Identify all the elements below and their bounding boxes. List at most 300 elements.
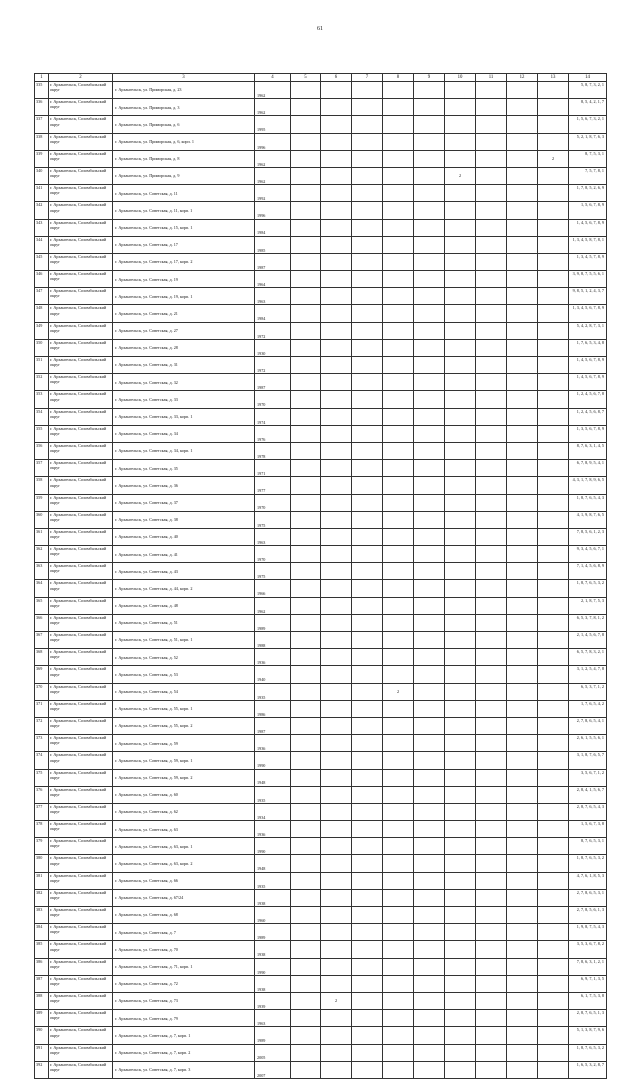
address-cell: г. Архангельск, ул. Приморская, д. 8 bbox=[113, 150, 255, 167]
value-cell bbox=[538, 1027, 569, 1044]
row-number: 387 bbox=[35, 975, 49, 992]
year-cell: 1938 bbox=[255, 941, 291, 958]
year-cell: 1989 bbox=[255, 614, 291, 631]
priority-cell: 1, 8, 7, 6, 5, 3, 2 bbox=[569, 580, 607, 597]
value-cell bbox=[414, 666, 445, 683]
value-cell bbox=[414, 202, 445, 219]
year-cell: 1984 bbox=[255, 219, 291, 236]
address-cell: г. Архангельск, ул. Советская, д. 7, корп. 3 bbox=[113, 1061, 255, 1078]
value-cell bbox=[291, 528, 321, 545]
value-cell: 2 bbox=[321, 992, 352, 1009]
municipality-cell: г. Архангельск, Соломбальский округ bbox=[49, 769, 113, 786]
value-cell bbox=[321, 116, 352, 133]
value-cell bbox=[291, 1010, 321, 1027]
value-cell bbox=[352, 821, 383, 838]
year-cell: 1934 bbox=[255, 803, 291, 820]
value-cell bbox=[476, 546, 507, 563]
value-cell bbox=[445, 425, 476, 442]
value-cell bbox=[321, 563, 352, 580]
value-cell bbox=[291, 632, 321, 649]
address-cell: г. Архангельск, ул. Советская, д. 21 bbox=[113, 305, 255, 322]
table-row bbox=[35, 958, 607, 975]
value-cell bbox=[383, 133, 414, 150]
value-cell bbox=[414, 632, 445, 649]
value-cell bbox=[476, 855, 507, 872]
value-cell bbox=[414, 752, 445, 769]
municipality-cell: г. Архангельск, Соломбальский округ bbox=[49, 442, 113, 459]
value-cell bbox=[291, 975, 321, 992]
value-cell bbox=[507, 803, 538, 820]
year-cell: 1990 bbox=[255, 958, 291, 975]
value-cell bbox=[507, 992, 538, 1009]
value-cell bbox=[321, 1010, 352, 1027]
value-cell bbox=[383, 614, 414, 631]
value-cell bbox=[476, 511, 507, 528]
value-cell bbox=[476, 167, 507, 184]
year-cell: 1971 bbox=[255, 460, 291, 477]
value-cell bbox=[538, 975, 569, 992]
table-row bbox=[35, 872, 607, 889]
value-cell bbox=[507, 236, 538, 253]
value-cell bbox=[352, 460, 383, 477]
row-number: 361 bbox=[35, 528, 49, 545]
value-cell bbox=[538, 649, 569, 666]
value-cell bbox=[352, 838, 383, 855]
table-row bbox=[35, 167, 607, 184]
value-cell bbox=[352, 1010, 383, 1027]
value-cell bbox=[352, 167, 383, 184]
value-cell bbox=[476, 494, 507, 511]
table-row bbox=[35, 253, 607, 270]
value-cell bbox=[383, 202, 414, 219]
value-cell bbox=[538, 374, 569, 391]
value-cell bbox=[538, 821, 569, 838]
value-cell bbox=[321, 460, 352, 477]
value-cell bbox=[476, 425, 507, 442]
table-row bbox=[35, 1027, 607, 1044]
priority-cell: 6, 5, 7, 8, 3, 2, 1 bbox=[569, 649, 607, 666]
year-cell: 1995 bbox=[255, 116, 291, 133]
municipality-cell: г. Архангельск, Соломбальский округ bbox=[49, 924, 113, 941]
year-cell: 1962 bbox=[255, 99, 291, 116]
value-cell bbox=[321, 202, 352, 219]
year-cell: 1989 bbox=[255, 1027, 291, 1044]
value-cell bbox=[291, 1044, 321, 1061]
municipality-cell: г. Архангельск, Соломбальский округ bbox=[49, 305, 113, 322]
value-cell bbox=[445, 1027, 476, 1044]
table-row bbox=[35, 219, 607, 236]
address-cell: г. Архангельск, ул. Советская, д. 41 bbox=[113, 546, 255, 563]
value-cell bbox=[414, 992, 445, 1009]
value-cell bbox=[507, 649, 538, 666]
table-row bbox=[35, 649, 607, 666]
priority-cell: 1, 8, 7, 6, 5, 3, 2 bbox=[569, 855, 607, 872]
address-cell: г. Архангельск, ул. Советская, д. 66 bbox=[113, 872, 255, 889]
value-cell bbox=[383, 494, 414, 511]
row-number: 342 bbox=[35, 202, 49, 219]
municipality-cell: г. Архангельск, Соломбальский округ bbox=[49, 116, 113, 133]
value-cell bbox=[445, 717, 476, 734]
priority-cell: 8, 5, 4, 2, 1, 7 bbox=[569, 99, 607, 116]
table-row bbox=[35, 425, 607, 442]
value-cell bbox=[383, 305, 414, 322]
value-cell bbox=[507, 735, 538, 752]
value-cell bbox=[291, 408, 321, 425]
table-row bbox=[35, 632, 607, 649]
value-cell bbox=[383, 219, 414, 236]
value-cell bbox=[445, 305, 476, 322]
address-cell: г. Архангельск, ул. Советская, д. 38 bbox=[113, 511, 255, 528]
value-cell bbox=[476, 821, 507, 838]
value-cell bbox=[507, 1044, 538, 1061]
value-cell bbox=[476, 907, 507, 924]
value-cell bbox=[507, 528, 538, 545]
year-cell: 1935 bbox=[255, 786, 291, 803]
value-cell bbox=[383, 992, 414, 1009]
value-cell bbox=[352, 975, 383, 992]
priority-cell: 8, 7, 6, 5, 3, 1 bbox=[569, 838, 607, 855]
address-cell: г. Архангельск, ул. Советская, д. 17, корп. 2 bbox=[113, 253, 255, 270]
value-cell bbox=[383, 511, 414, 528]
value-cell bbox=[538, 528, 569, 545]
value-cell bbox=[414, 717, 445, 734]
priority-cell: 1, 5, 6, 7, 3, 8 bbox=[569, 821, 607, 838]
value-cell bbox=[414, 511, 445, 528]
value-cell bbox=[538, 305, 569, 322]
priority-cell: 2, 1, 8, 7, 5, 3 bbox=[569, 597, 607, 614]
row-number: 372 bbox=[35, 717, 49, 734]
value-cell bbox=[476, 786, 507, 803]
municipality-cell: г. Архангельск, Соломбальский округ bbox=[49, 1010, 113, 1027]
value-cell bbox=[321, 752, 352, 769]
value-cell bbox=[414, 167, 445, 184]
value-cell bbox=[538, 99, 569, 116]
value-cell bbox=[445, 511, 476, 528]
value-cell bbox=[476, 872, 507, 889]
value-cell bbox=[321, 769, 352, 786]
address-cell: г. Архангельск, ул. Советская, д. 79 bbox=[113, 1010, 255, 1027]
value-cell bbox=[383, 752, 414, 769]
address-cell: г. Архангельск, ул. Советская, д. 63, корп. 2 bbox=[113, 855, 255, 872]
value-cell bbox=[352, 666, 383, 683]
value-cell bbox=[538, 907, 569, 924]
value-cell bbox=[414, 391, 445, 408]
row-number: 368 bbox=[35, 649, 49, 666]
year-cell: 1962 bbox=[255, 150, 291, 167]
address-cell: г. Архангельск, ул. Советская, д. 11 bbox=[113, 185, 255, 202]
value-cell bbox=[507, 374, 538, 391]
value-cell bbox=[507, 99, 538, 116]
value-cell bbox=[291, 803, 321, 820]
value-cell bbox=[445, 992, 476, 1009]
value-cell bbox=[291, 717, 321, 734]
value-cell bbox=[321, 614, 352, 631]
address-cell: г. Архангельск, ул. Советская, д. 51 bbox=[113, 614, 255, 631]
value-cell bbox=[445, 752, 476, 769]
value-cell bbox=[538, 460, 569, 477]
row-number: 373 bbox=[35, 735, 49, 752]
table-row bbox=[35, 941, 607, 958]
year-cell: 1986 bbox=[255, 700, 291, 717]
value-cell bbox=[445, 408, 476, 425]
value-cell bbox=[414, 958, 445, 975]
value-cell bbox=[383, 82, 414, 99]
value-cell bbox=[507, 219, 538, 236]
value-cell bbox=[383, 855, 414, 872]
value-cell bbox=[321, 167, 352, 184]
municipality-cell: г. Архангельск, Соломбальский округ bbox=[49, 872, 113, 889]
value-cell bbox=[538, 580, 569, 597]
priority-cell: 2, 8, 7, 6, 5, 4, 3 bbox=[569, 803, 607, 820]
value-cell bbox=[476, 803, 507, 820]
value-cell bbox=[321, 838, 352, 855]
priority-cell: 1, 3, 4, 5, 7, 8, 9 bbox=[569, 253, 607, 270]
municipality-cell: г. Архангельск, Соломбальский округ bbox=[49, 821, 113, 838]
table-row bbox=[35, 288, 607, 305]
table-row bbox=[35, 374, 607, 391]
value-cell bbox=[507, 700, 538, 717]
value-cell bbox=[538, 838, 569, 855]
value-cell bbox=[538, 236, 569, 253]
value-cell bbox=[291, 666, 321, 683]
value-cell bbox=[352, 855, 383, 872]
row-number: 379 bbox=[35, 838, 49, 855]
value-cell bbox=[476, 632, 507, 649]
value-cell bbox=[445, 357, 476, 374]
value-cell bbox=[352, 408, 383, 425]
value-cell bbox=[321, 1027, 352, 1044]
table-row bbox=[35, 477, 607, 494]
value-cell bbox=[476, 219, 507, 236]
priority-cell: 1, 2, 4, 5, 6, 8, 7 bbox=[569, 408, 607, 425]
value-cell bbox=[414, 1010, 445, 1027]
value-cell bbox=[445, 614, 476, 631]
value-cell bbox=[291, 460, 321, 477]
row-number: 338 bbox=[35, 133, 49, 150]
address-cell: г. Архангельск, ул. Советская, д. 19, корп. 1 bbox=[113, 288, 255, 305]
column-header: 13 bbox=[538, 74, 569, 82]
value-cell bbox=[352, 907, 383, 924]
municipality-cell: г. Архангельск, Соломбальский округ bbox=[49, 133, 113, 150]
municipality-cell: г. Архангельск, Соломбальский округ bbox=[49, 889, 113, 906]
value-cell bbox=[414, 288, 445, 305]
value-cell bbox=[321, 425, 352, 442]
column-header: 7 bbox=[352, 74, 383, 82]
row-number: 369 bbox=[35, 666, 49, 683]
value-cell bbox=[476, 700, 507, 717]
value-cell bbox=[414, 339, 445, 356]
row-number: 383 bbox=[35, 907, 49, 924]
value-cell bbox=[352, 735, 383, 752]
value-cell bbox=[291, 391, 321, 408]
address-cell: г. Архангельск, ул. Приморская, д. 9 bbox=[113, 167, 255, 184]
value-cell bbox=[445, 477, 476, 494]
value-cell bbox=[538, 597, 569, 614]
value-cell bbox=[321, 1044, 352, 1061]
value-cell bbox=[538, 683, 569, 700]
value-cell bbox=[291, 425, 321, 442]
value-cell bbox=[414, 305, 445, 322]
value-cell bbox=[291, 236, 321, 253]
year-cell: 1970 bbox=[255, 391, 291, 408]
value-cell bbox=[321, 872, 352, 889]
value-cell bbox=[476, 889, 507, 906]
table-row bbox=[35, 305, 607, 322]
value-cell bbox=[414, 99, 445, 116]
row-number: 352 bbox=[35, 374, 49, 391]
value-cell bbox=[291, 958, 321, 975]
value-cell bbox=[538, 511, 569, 528]
row-number: 360 bbox=[35, 511, 49, 528]
value-cell bbox=[476, 305, 507, 322]
year-cell: 1985 bbox=[255, 236, 291, 253]
value-cell bbox=[352, 597, 383, 614]
value-cell bbox=[476, 563, 507, 580]
priority-cell: 7, 8, 5, 6, 1, 2, 3 bbox=[569, 528, 607, 545]
value-cell bbox=[352, 253, 383, 270]
value-cell bbox=[538, 288, 569, 305]
value-cell bbox=[507, 202, 538, 219]
value-cell bbox=[352, 236, 383, 253]
value-cell bbox=[476, 1010, 507, 1027]
table-row bbox=[35, 992, 607, 1009]
address-cell: г. Архангельск, ул. Советская, д. 62 bbox=[113, 803, 255, 820]
priority-cell: 1, 4, 5, 6, 7, 8, 9 bbox=[569, 357, 607, 374]
value-cell bbox=[445, 580, 476, 597]
table-body bbox=[35, 82, 607, 1079]
row-number: 340 bbox=[35, 167, 49, 184]
value-cell bbox=[507, 408, 538, 425]
value-cell bbox=[291, 683, 321, 700]
year-cell: 1972 bbox=[255, 322, 291, 339]
municipality-cell: г. Архангельск, Соломбальский округ bbox=[49, 185, 113, 202]
value-cell bbox=[507, 941, 538, 958]
value-cell bbox=[291, 838, 321, 855]
column-header: 3 bbox=[113, 74, 255, 82]
year-cell: 1987 bbox=[255, 374, 291, 391]
year-cell: 1960 bbox=[255, 907, 291, 924]
value-cell bbox=[445, 288, 476, 305]
year-cell: 1936 bbox=[255, 735, 291, 752]
municipality-cell: г. Архангельск, Соломбальский округ bbox=[49, 992, 113, 1009]
value-cell bbox=[445, 339, 476, 356]
value-cell bbox=[291, 769, 321, 786]
value-cell bbox=[383, 597, 414, 614]
value-cell bbox=[414, 116, 445, 133]
table-row bbox=[35, 821, 607, 838]
value-cell bbox=[352, 494, 383, 511]
value-cell bbox=[352, 185, 383, 202]
value-cell bbox=[445, 442, 476, 459]
value-cell bbox=[414, 649, 445, 666]
value-cell bbox=[507, 339, 538, 356]
value-cell bbox=[507, 889, 538, 906]
year-cell: 1970 bbox=[255, 494, 291, 511]
value-cell bbox=[445, 133, 476, 150]
value-cell bbox=[321, 717, 352, 734]
value-cell bbox=[383, 477, 414, 494]
address-cell: г. Архангельск, ул. Советская, д. 37 bbox=[113, 494, 255, 511]
address-cell: г. Архангельск, ул. Советская, д. 71, корп. 1 bbox=[113, 958, 255, 975]
column-number-row bbox=[35, 74, 607, 82]
address-cell: г. Архангельск, ул. Советская, д. 27 bbox=[113, 322, 255, 339]
address-cell: г. Архангельск, ул. Советская, д. 73 bbox=[113, 992, 255, 1009]
address-cell: г. Архангельск, ул. Советская, д. 7, корп. 2 bbox=[113, 1044, 255, 1061]
table-row bbox=[35, 683, 607, 700]
value-cell bbox=[352, 924, 383, 941]
year-cell: 1996 bbox=[255, 133, 291, 150]
value-cell bbox=[445, 683, 476, 700]
value-cell bbox=[383, 167, 414, 184]
priority-cell: 1, 5, 6, 7, 3, 2, 1 bbox=[569, 116, 607, 133]
municipality-cell: г. Архангельск, Соломбальский округ bbox=[49, 580, 113, 597]
column-header: 14 bbox=[569, 74, 607, 82]
row-number: 382 bbox=[35, 889, 49, 906]
municipality-cell: г. Архангельск, Соломбальский округ bbox=[49, 357, 113, 374]
value-cell bbox=[476, 477, 507, 494]
table-row bbox=[35, 803, 607, 820]
value-cell bbox=[352, 322, 383, 339]
table-row bbox=[35, 924, 607, 941]
address-cell: г. Архангельск, ул. Советская, д. 15, корп. 1 bbox=[113, 219, 255, 236]
value-cell bbox=[352, 442, 383, 459]
row-number: 391 bbox=[35, 1044, 49, 1061]
year-cell: 1970 bbox=[255, 546, 291, 563]
value-cell bbox=[538, 1010, 569, 1027]
row-number: 337 bbox=[35, 116, 49, 133]
year-cell: 1964 bbox=[255, 271, 291, 288]
value-cell bbox=[291, 907, 321, 924]
municipality-cell: г. Архангельск, Соломбальский округ bbox=[49, 477, 113, 494]
row-number: 377 bbox=[35, 803, 49, 820]
value-cell bbox=[476, 460, 507, 477]
table-row bbox=[35, 546, 607, 563]
value-cell bbox=[476, 288, 507, 305]
value-cell bbox=[352, 374, 383, 391]
table-row bbox=[35, 116, 607, 133]
address-cell: г. Архангельск, ул. Приморская, д. 6 bbox=[113, 116, 255, 133]
value-cell bbox=[476, 322, 507, 339]
priority-cell: 1, 4, 5, 6, 7, 8, 9 bbox=[569, 219, 607, 236]
value-cell: 2 bbox=[538, 150, 569, 167]
address-cell: г. Архангельск, ул. Советская, д. 19 bbox=[113, 271, 255, 288]
year-cell: 1963 bbox=[255, 1010, 291, 1027]
value-cell bbox=[507, 442, 538, 459]
row-number: 336 bbox=[35, 99, 49, 116]
municipality-cell: г. Архангельск, Соломбальский округ bbox=[49, 494, 113, 511]
value-cell bbox=[321, 305, 352, 322]
municipality-cell: г. Архангельск, Соломбальский округ bbox=[49, 649, 113, 666]
value-cell bbox=[352, 563, 383, 580]
table-row bbox=[35, 82, 607, 99]
value-cell bbox=[291, 1061, 321, 1078]
value-cell bbox=[476, 391, 507, 408]
value-cell bbox=[445, 1044, 476, 1061]
value-cell bbox=[538, 735, 569, 752]
address-cell: г. Архангельск, ул. Советская, д. 67/24 bbox=[113, 889, 255, 906]
priority-cell: 4, 7, 6, 1, 8, 5, 3 bbox=[569, 872, 607, 889]
value-cell bbox=[383, 889, 414, 906]
value-cell bbox=[321, 322, 352, 339]
row-number: 347 bbox=[35, 288, 49, 305]
priority-cell: 7, 5, 7, 8, 1 bbox=[569, 167, 607, 184]
value-cell bbox=[291, 700, 321, 717]
municipality-cell: г. Архангельск, Соломбальский округ bbox=[49, 546, 113, 563]
value-cell bbox=[352, 391, 383, 408]
year-cell: 1987 bbox=[255, 253, 291, 270]
value-cell bbox=[321, 580, 352, 597]
row-number: 355 bbox=[35, 425, 49, 442]
